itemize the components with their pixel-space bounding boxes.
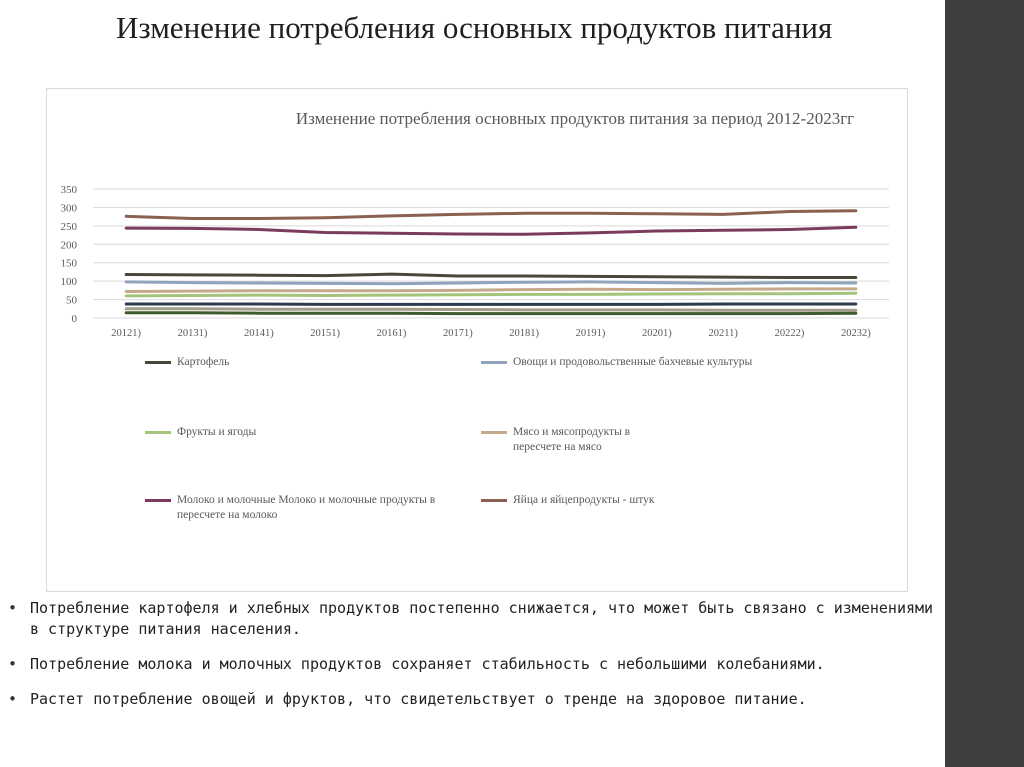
y-tick-label: 50 [66,294,77,307]
chart-title: Изменение потребления основных продуктов питания за период 2012-2023гг [295,109,855,128]
legend-item-meat [481,425,681,455]
legend-swatch [481,431,507,434]
x-tick-label: 20141) [243,328,274,339]
slide-side-bar [945,0,1024,767]
legend-label: Яйца и яйцепродукты - штук [513,494,655,506]
y-tick-label: 350 [60,184,77,196]
x-tick-label: 20222) [774,328,805,339]
bullet-item [8,654,938,675]
x-tick-label: 20201) [641,328,672,339]
bullet-text: Потребление картофеля и хлебных продуктов постепенно снижается, что может быть связано с изменениями в структуре питания населения. [30,599,934,638]
x-tick-label: 20232) [840,328,871,339]
legend-swatch [145,361,171,364]
x-tick-label: 20131) [177,328,208,339]
bullet-dot-icon: • [8,690,18,708]
y-tick-label: 0 [71,313,77,325]
y-tick-label: 100 [60,276,77,289]
x-tick-label: 20121) [111,328,142,339]
x-tick-label: 20211) [708,328,738,339]
series-line-2 [126,293,856,296]
x-tick-label: 20161) [376,328,407,339]
legend-item-fruits [145,425,465,440]
bullet-list [8,598,938,724]
legend-item-milk [145,493,463,523]
bullet-dot-icon: • [8,599,18,617]
x-tick-label: 20171) [442,328,473,339]
legend-label: Молоко и молочные Молоко и молочные продукты в пересчете на молоко [177,494,436,521]
legend-item-vegetables [481,355,861,370]
x-tick-label: 20151) [310,328,341,339]
legend-label: Картофель [177,356,230,368]
legend-item-eggs [481,493,841,508]
series-line-3 [126,289,856,292]
legend-swatch [481,361,507,364]
y-tick-label: 250 [60,220,77,233]
legend-label: Овощи и продовольственные бахчевые культуры [513,356,753,368]
bullet-text: Растет потребление овощей и фруктов, что свидетельствует о тренде на здоровое питание. [30,690,807,708]
series-line-5 [126,211,856,219]
bullet-dot-icon: • [8,655,18,673]
series-line-1 [126,282,856,284]
legend-item-potato [145,355,465,370]
y-tick-label: 150 [60,257,77,270]
legend-swatch [481,499,507,502]
y-tick-label: 300 [60,202,77,215]
series-line-0 [126,274,856,277]
chart-frame [46,88,908,592]
legend-label: Фрукты и ягоды [177,426,257,438]
legend-swatch [145,499,171,502]
y-tick-label: 200 [60,239,77,252]
legend-label: Мясо и мясопродукты в пересчете на мясо [513,426,631,453]
bullet-text: Потребление молока и молочных продуктов сохраняет стабильность с небольшими колебаниями. [30,655,825,673]
x-tick-label: 20191) [575,328,606,339]
legend-swatch [145,431,171,434]
series-line-7 [126,309,856,311]
series-line-4 [126,227,856,234]
series-line-8 [126,313,856,314]
bullet-item [8,689,938,710]
slide-title: Изменение потребления основных продуктов питания [116,10,833,45]
bullet-item [8,598,938,640]
x-tick-label: 20181) [509,328,540,339]
